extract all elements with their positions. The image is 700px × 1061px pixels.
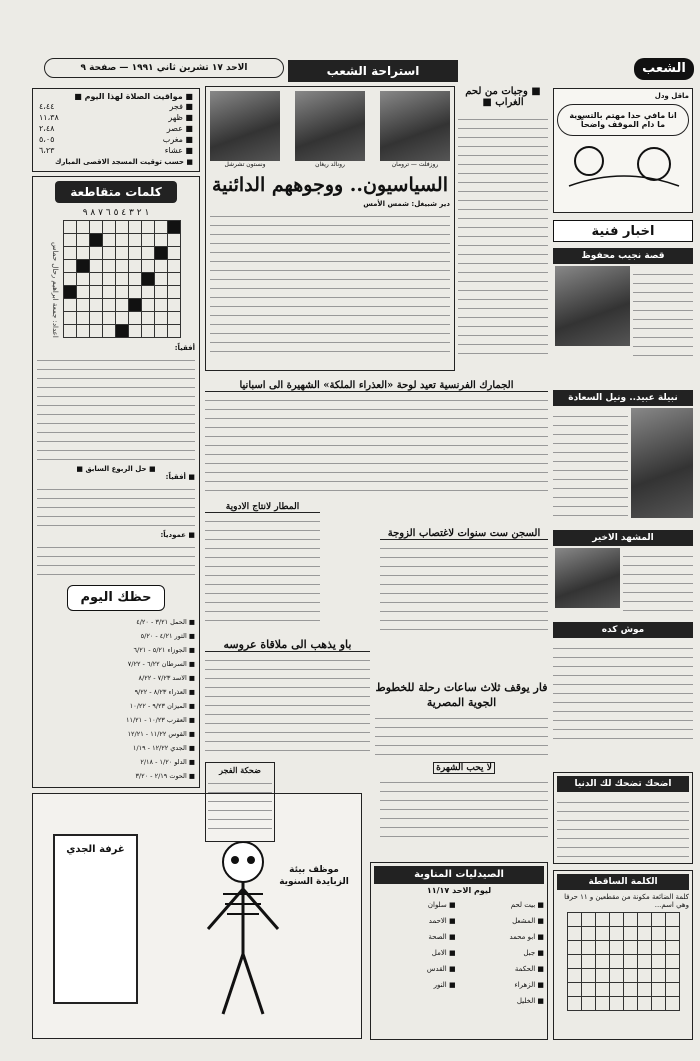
crossword-box [32,176,200,788]
caption-2: رونالد ريغان [315,161,345,168]
article-sabo [205,638,370,758]
fallen-cell [595,969,609,983]
pharmacy-col-2 [374,897,456,1009]
caption-1: روزفلت — ترومان [391,161,439,168]
arts-item-1-title: قصة نجيب محفوظ [553,248,693,264]
crossword-cell [155,325,168,338]
crossword-cell [168,221,181,234]
fallen-cell [567,913,581,927]
fallen-word-text: كلمة الضائعة مكونة من مقطعين و ١١ حرفا وهي اسم... [564,893,689,909]
fallen-cell [651,997,665,1011]
shuhra-title: لا يحب الشهرة [433,762,495,774]
crossword-cell [142,312,155,325]
feature-body [210,208,450,358]
prayer-name: ■ مغرب [162,135,193,144]
crossword-cell [90,325,103,338]
istiraha-feature [205,86,455,371]
prayer-time: ٢،٤٨ [39,124,55,133]
crossword-cell [168,234,181,247]
crossword-cell [77,247,90,260]
article-spanish [205,380,548,500]
crossword-author: اعداد: جمعة ابراهيم رحال حماس [51,242,59,338]
pharmacy-item: ■ الحكمة [514,965,544,973]
fallen-cell [637,983,651,997]
fallen-cell [637,927,651,941]
crossword-cell [90,234,103,247]
prayer-note: ■ حسب توقيت المسجد الاقصى المبارك [54,158,193,166]
crossword-cell [103,273,116,286]
crossword-cell [116,286,129,299]
fallen-cell [609,997,623,1011]
crossword-cell [129,312,142,325]
crossword-numbers: ١ ٢ ٣ ٤ ٥ ٦ ٧ ٨ ٩ [82,208,150,218]
halaloom-title: ■ وجبات من لحم الغراب ■ [465,86,541,108]
solution-title: ■ حل الربوع السابق ■ [76,465,156,473]
crossword-cell [168,325,181,338]
crossword-cell [168,286,181,299]
crossword-cell [64,299,77,312]
arts-item-4-body [553,640,693,740]
crossword-grid [63,220,181,338]
skeleton-figure [183,834,303,1024]
spanish-body [205,392,548,492]
fallen-cell [665,927,679,941]
fallen-cell [637,913,651,927]
crossword-cell [90,286,103,299]
arts-item-4-title: موش كده [553,622,693,638]
pharmacy-item: ■ سلوان [427,901,456,909]
fallen-word-box [553,870,693,1040]
arts-item-2 [553,390,693,530]
crossword-cell [142,247,155,260]
crossword-cell [103,221,116,234]
prayer-row [39,112,193,123]
arts-item-1-photo [555,266,630,346]
prayer-row [39,101,193,112]
article-halaloom [458,86,548,371]
article-shuhra [380,762,548,852]
crossword-cell [129,260,142,273]
pharmacy-item: ■ الامل [431,949,456,957]
fallen-cell [595,983,609,997]
arts-item-3-title: المشهد الاخير [553,530,693,546]
laugh-box [553,772,693,864]
horoscope-item: ■ القوس ١١/٢٢ - ١٢/٢١ [127,730,195,738]
crossword-cell [116,299,129,312]
crossword-cell [103,247,116,260]
horoscope-item: ■ الجدي ١٢/٢٢ - ١/١٩ [132,744,195,752]
halaloom-body [458,111,548,361]
fallen-cell [623,955,637,969]
fallen-cell [665,955,679,969]
arts-item-3-photo [555,548,620,608]
solution-text [37,481,195,531]
crossword-cell [116,221,129,234]
pharmacy-item: ■ الزهراء [514,981,544,989]
fallen-cell [581,983,595,997]
solution-vertical-text [37,539,195,579]
fallen-cell [651,927,665,941]
pharmacy-title: الصيدليات المناوبة [374,866,544,884]
laugh-title: اضحك تضحك لك الدنيا [557,776,689,792]
masthead-logo-text: الشعب [642,61,686,76]
prayer-name: ■ فجر [169,102,193,111]
crossword-cell [155,234,168,247]
pharmacy-item: ■ ابو محمد [509,933,544,941]
crossword-cell [103,286,116,299]
horoscope-item: ■ الميزان ٩/٢٣ - ١٠/٢٢ [129,702,195,710]
crossword-cell [64,312,77,325]
crossword-cell [90,312,103,325]
article-funny [205,762,275,842]
pharmacy-item: ■ بيت لحم [510,901,544,909]
horoscope-item: ■ الدلو ١/٢٠ - ٢/١٨ [140,758,195,766]
crossword-cell [142,286,155,299]
crossword-cell [155,286,168,299]
prayer-row [39,123,193,134]
crossword-cell [155,247,168,260]
horoscope-item: ■ الحوت ٢/١٩ - ٣/٢٠ [135,772,195,780]
horoscope-item: ■ السرطان ٦/٢٢ - ٧/٢٢ [127,660,195,668]
prayer-times-box [32,88,200,172]
solution-vertical: ■ عمودياً: [160,531,195,539]
spanish-title: الجمارك الفرنسية تعيد لوحة «العذراء الملكة» الشهيرة الى اسبانيا [205,380,548,392]
crossword-cell [116,312,129,325]
fallen-cell [609,983,623,997]
prayer-name: ■ ظهر [168,113,193,122]
crossword-cell [64,325,77,338]
fallen-cell [623,941,637,955]
crossword-cell [64,221,77,234]
arts-news-title: اخبار فنية [553,220,693,242]
crossword-cell [116,325,129,338]
sabo-title: باو يذهب الى ملاقاة عروسه [205,638,370,652]
fallen-cell [609,955,623,969]
right-cartoon [553,88,693,213]
fallen-cell [665,913,679,927]
crossword-cell [64,286,77,299]
pharmacy-item: ■ الخليل [516,997,544,1005]
crossword-title: كلمات متقاطعة [55,181,177,203]
article-prison [380,528,548,638]
crossword-cell [77,312,90,325]
crossword-cell [168,273,181,286]
matar-body [205,513,320,625]
crossword-cell [129,234,142,247]
fallen-cell [595,913,609,927]
fallen-cell [665,969,679,983]
crossword-cell [142,260,155,273]
fallen-cell [567,983,581,997]
fallen-cell [651,941,665,955]
fallen-cell [595,927,609,941]
arts-item-4 [553,622,693,752]
fallen-cell [637,969,651,983]
arts-item-3 [553,530,693,618]
crossword-cell [64,234,77,247]
prayer-name: ■ عصر [166,124,193,133]
horoscope-item: ■ الحمل ٣/٢١ - ٤/٢٠ [136,618,195,626]
masthead-logo [634,58,694,80]
solution-across: ■ أفقياً: [165,473,195,481]
article-matar [205,502,320,632]
prayer-name: ■ عشاء [164,146,193,155]
arts-item-1-body [633,266,693,356]
fallen-cell [581,913,595,927]
arts-item-1 [553,248,693,363]
fallen-cell [623,927,637,941]
fallen-cell [623,997,637,1011]
crossword-cell [103,325,116,338]
fallen-cell [609,941,623,955]
crossword-cell [142,299,155,312]
fallen-cell [637,941,651,955]
pharmacy-box [370,862,548,1040]
fallen-cell [581,969,595,983]
date-bar [44,58,284,78]
fallen-word-title: الكلمة الساقطة [557,874,689,890]
cartoon-bubble: انا مافي حدا مهتم بالتسوية ما دام الموقف واضحاً [557,104,689,136]
fallen-cell [581,955,595,969]
fallen-cell [567,927,581,941]
crossword-cell [90,221,103,234]
horoscope-item: ■ العذراء ٨/٢٣ - ٩/٢٢ [134,688,195,696]
article-farr [375,680,548,760]
crossword-cell [129,221,142,234]
horoscope-item: ■ الاسد ٧/٢٣ - ٨/٢٢ [138,674,195,682]
pharmacy-item: ■ الاحمد [428,917,456,925]
sabo-body [205,652,370,752]
crossword-cell [77,325,90,338]
clues-across-title: أفقياً: [174,344,195,352]
crossword-cell [142,325,155,338]
fallen-cell [651,983,665,997]
crossword-cell [168,299,181,312]
byline: دير شبيغل: شمس الأمس [363,200,450,208]
fallen-cell [609,913,623,927]
fallen-cell [665,941,679,955]
date-line: الاحد ١٧ تشرين ثاني ١٩٩١ — صفحة ٩ [80,63,248,73]
fallen-word-grid [567,912,680,1011]
prayer-time: ١١،٣٨ [39,113,59,122]
crossword-cell [155,273,168,286]
cartoon-label: ماقل ودل [654,92,689,100]
prayer-time: ٥،٠٥ [39,135,55,144]
crossword-cell [168,312,181,325]
funny-title: ضحكة الفجر [219,765,261,775]
crossword-cell [116,234,129,247]
fallen-cell [623,913,637,927]
arts-item-3-body [623,548,693,614]
pharmacy-item: ■ النور [433,981,456,989]
crossword-cell [142,234,155,247]
clues-across-text [37,352,195,462]
fallen-cell [651,913,665,927]
fallen-cell [567,941,581,955]
fallen-cell [595,955,609,969]
crossword-cell [77,260,90,273]
horoscope-item: ■ الجوزاء ٥/٢١ - ٦/٢١ [133,646,195,654]
crossword-cell [90,273,103,286]
crossword-cell [129,325,142,338]
crossword-cell [116,260,129,273]
fallen-cell [567,969,581,983]
crossword-cell [116,247,129,260]
cartoon-figure [559,136,689,191]
horoscope-title: حظك اليوم [67,585,165,611]
door-label: غرفة الجدي [66,844,125,855]
fallen-cell [651,955,665,969]
fallen-cell [581,997,595,1011]
arts-item-2-title: نبيلة عبيد.. ونيل السعادة [553,390,693,406]
fallen-cell [623,969,637,983]
pharmacy-item: ■ الصحة [428,933,456,941]
crossword-cell [103,234,116,247]
crossword-cell [90,247,103,260]
crossword-cell [77,299,90,312]
cartoon-sign: موظف بيئة الزبايدة السنوية [279,865,349,887]
prayer-row [39,134,193,145]
prison-body [380,540,548,635]
crossword-cell [168,260,181,273]
pharmacy-col-1 [462,897,544,1009]
matar-title: المطار لانتاج الادوية [205,502,320,513]
istiraha-banner: استراحة الشعب [288,60,458,82]
prayer-rows [39,101,193,156]
fallen-cell [665,997,679,1011]
fallen-cell [665,983,679,997]
farr-title: فار يوقف ثلاث ساعات رحلة للخطوط الجوية المصرية [375,681,548,709]
crossword-cell [155,221,168,234]
crossword-cell [77,286,90,299]
photo-3 [210,91,280,161]
shuhra-body [380,774,548,844]
horoscope-item: ■ الثور ٤/٢١ - ٥/٢٠ [140,632,195,640]
crossword-cell [103,260,116,273]
pharmacy-item: ■ المشعل [512,917,544,925]
fallen-cell [595,941,609,955]
crossword-cell [77,234,90,247]
prayer-time: ٤،٤٤ [39,102,55,111]
crossword-cell [155,299,168,312]
fallen-cell [651,969,665,983]
horoscope-item: ■ العقرب ١٠/٢٣ - ١١/٢١ [126,716,195,724]
crossword-cell [103,312,116,325]
crossword-cell [90,299,103,312]
laugh-body [557,794,689,860]
funny-body [208,775,272,830]
horoscope-list [37,615,195,783]
door [53,834,138,1004]
fallen-cell [581,941,595,955]
pharmacy-item: ■ جبل [523,949,544,957]
crossword-cell [142,221,155,234]
crossword-cell [116,273,129,286]
crossword-cell [103,299,116,312]
pharmacy-item: ■ القدس [426,965,456,973]
bottom-cartoon [32,793,362,1039]
prayer-time: ٦،٢٣ [39,146,55,155]
fallen-cell [567,997,581,1011]
fallen-cell [609,969,623,983]
crossword-cell [64,273,77,286]
main-headline: السياسيون.. ووجوههم الدائنية [211,174,448,196]
crossword-cell [129,286,142,299]
photo-1 [380,91,450,161]
crossword-cell [129,299,142,312]
crossword-cell [155,260,168,273]
crossword-cell [129,273,142,286]
crossword-cell [77,221,90,234]
crossword-cell [77,273,90,286]
crossword-cell [64,247,77,260]
crossword-cell [168,247,181,260]
photo-2 [295,91,365,161]
fallen-cell [609,927,623,941]
fallen-cell [567,955,581,969]
fallen-cell [595,997,609,1011]
prayer-title: ■ مواقيت الصلاة لهذا اليوم ■ [74,92,193,101]
crossword-cell [142,273,155,286]
crossword-cell [129,247,142,260]
fallen-cell [637,955,651,969]
arts-item-2-photo [631,408,693,518]
arts-item-2-body [553,408,628,518]
crossword-cell [64,260,77,273]
fallen-cell [623,983,637,997]
prison-title: السجن ست سنوات لاغتصاب الزوجة [380,528,548,540]
fallen-cell [581,927,595,941]
fallen-cell [637,997,651,1011]
crossword-cell [90,260,103,273]
crossword-cell [155,312,168,325]
prayer-row [39,145,193,156]
caption-3: ونستون تشرشل [224,161,266,168]
pharmacy-subtitle: ليوم الاحد ١١/١٧ [426,886,492,895]
farr-body [375,710,548,755]
